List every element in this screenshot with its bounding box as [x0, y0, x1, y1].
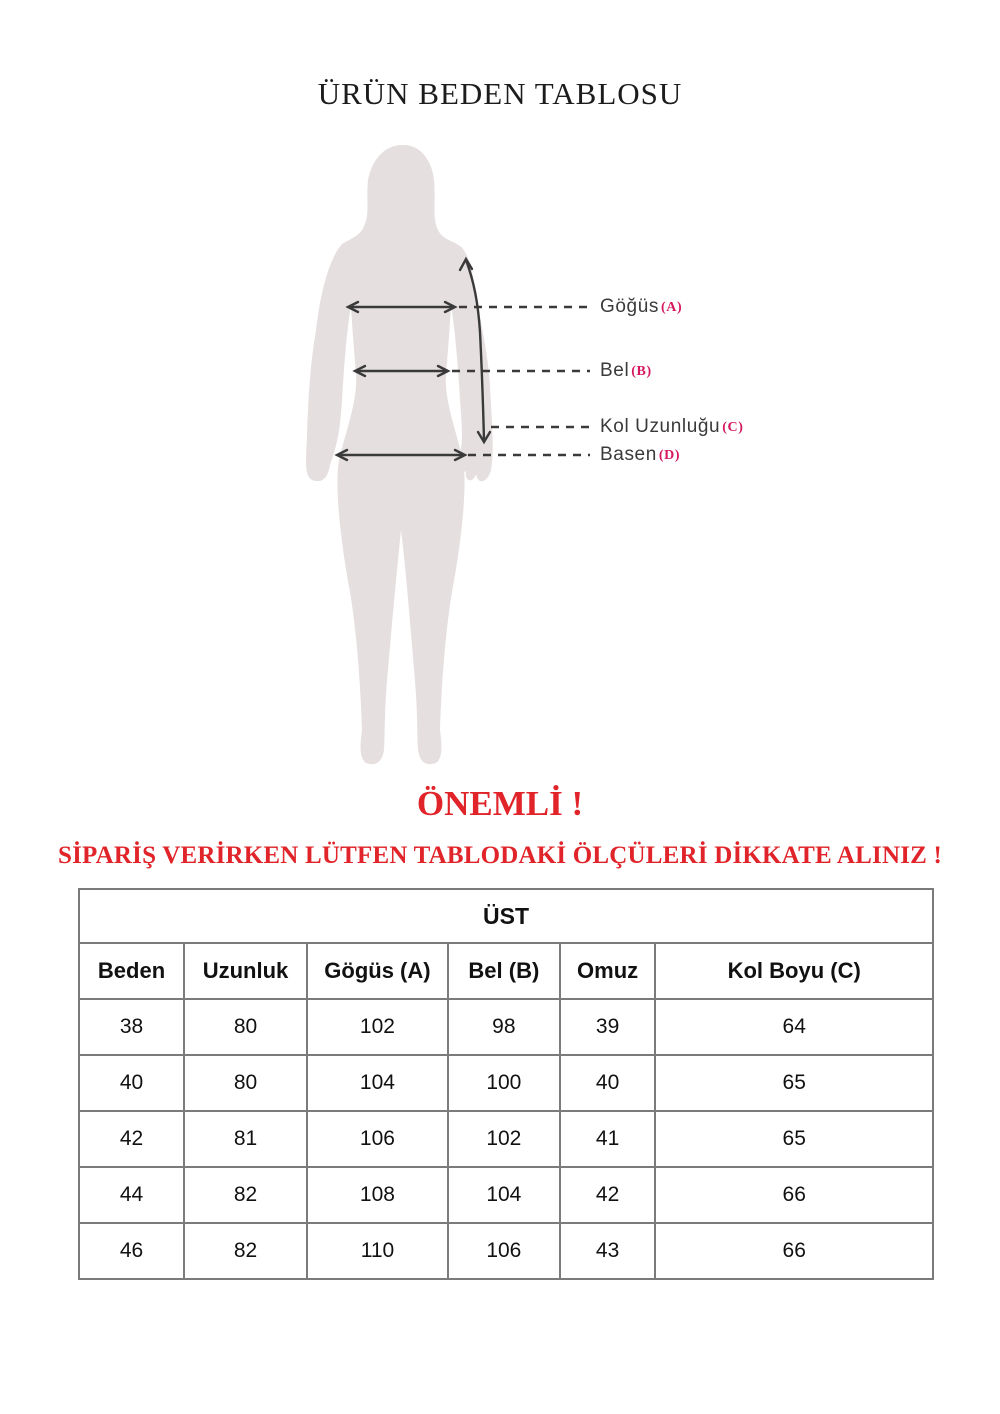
table-cell: 41: [560, 1111, 656, 1167]
table-cell: 66: [655, 1167, 933, 1223]
table-cell: 44: [79, 1167, 184, 1223]
table-cell: 81: [184, 1111, 307, 1167]
column-header-gogus: Gögüs (A): [307, 943, 448, 999]
measure-label-bel: [600, 360, 652, 382]
size-table: [78, 888, 934, 1280]
table-cell: 104: [448, 1167, 560, 1223]
table-row-size-40: [79, 1055, 933, 1111]
table-cell: 82: [184, 1223, 307, 1279]
table-cell: 82: [184, 1167, 307, 1223]
table-row-size-38: [79, 999, 933, 1055]
measure-letter-d: (D): [658, 448, 681, 463]
page-title: ÜRÜN BEDEN TABLOSU: [317, 76, 683, 111]
measure-label-basen: [600, 444, 680, 466]
column-header-uzunluk: Uzunluk: [184, 943, 307, 999]
table-cell: 100: [448, 1055, 560, 1111]
measure-letter-a: (A): [660, 300, 683, 315]
measure-label-gogus-text: Göğüs: [600, 296, 659, 317]
table-cell: 46: [79, 1223, 184, 1279]
table-cell: 106: [448, 1223, 560, 1279]
table-cell: 80: [184, 999, 307, 1055]
table-cell: 106: [307, 1111, 448, 1167]
measurement-diagram: [280, 130, 780, 790]
column-header-beden: Beden: [79, 943, 184, 999]
table-row-size-44: [79, 1167, 933, 1223]
measure-letter-c: (C): [722, 420, 744, 435]
table-cell: 108: [307, 1167, 448, 1223]
table-cell: 40: [560, 1055, 656, 1111]
table-cell: 66: [655, 1223, 933, 1279]
measure-label-gogus: [600, 296, 682, 318]
table-cell: 80: [184, 1055, 307, 1111]
warning-text: SİPARİŞ VERİRKEN LÜTFEN TABLODAKİ ÖLÇÜLERİ DİKKATE ALINIZ !: [58, 842, 942, 869]
table-cell: 102: [307, 999, 448, 1055]
table-cell: 39: [560, 999, 656, 1055]
table-row-size-42: [79, 1111, 933, 1167]
column-header-omuz: Omuz: [560, 943, 656, 999]
table-group-header-row: [79, 889, 933, 943]
table-cell: 43: [560, 1223, 656, 1279]
table-cell: 65: [655, 1055, 933, 1111]
table-cell: 65: [655, 1111, 933, 1167]
measure-label-kol-text: Kol Uzunluğu: [600, 416, 721, 437]
measure-label-kol-uzunlugu: [600, 416, 743, 438]
column-header-kol-boyu: Kol Boyu (C): [655, 943, 933, 999]
table-row-size-46: [79, 1223, 933, 1279]
table-cell: 42: [79, 1111, 184, 1167]
measure-letter-b: (B): [631, 364, 652, 379]
measure-label-basen-text: Basen: [600, 444, 657, 465]
column-header-bel: Bel (B): [448, 943, 560, 999]
table-cell: 64: [655, 999, 933, 1055]
table-cell: 102: [448, 1111, 560, 1167]
table-cell: 98: [448, 999, 560, 1055]
table-cell: 104: [307, 1055, 448, 1111]
measure-label-bel-text: Bel: [600, 360, 630, 381]
table-cell: 38: [79, 999, 184, 1055]
table-cell: 110: [307, 1223, 448, 1279]
important-heading: ÖNEMLİ !: [416, 784, 584, 823]
table-cell: 42: [560, 1167, 656, 1223]
table-header-row: [79, 943, 933, 999]
size-table-group-header: ÜST: [79, 889, 933, 943]
table-cell: 40: [79, 1055, 184, 1111]
